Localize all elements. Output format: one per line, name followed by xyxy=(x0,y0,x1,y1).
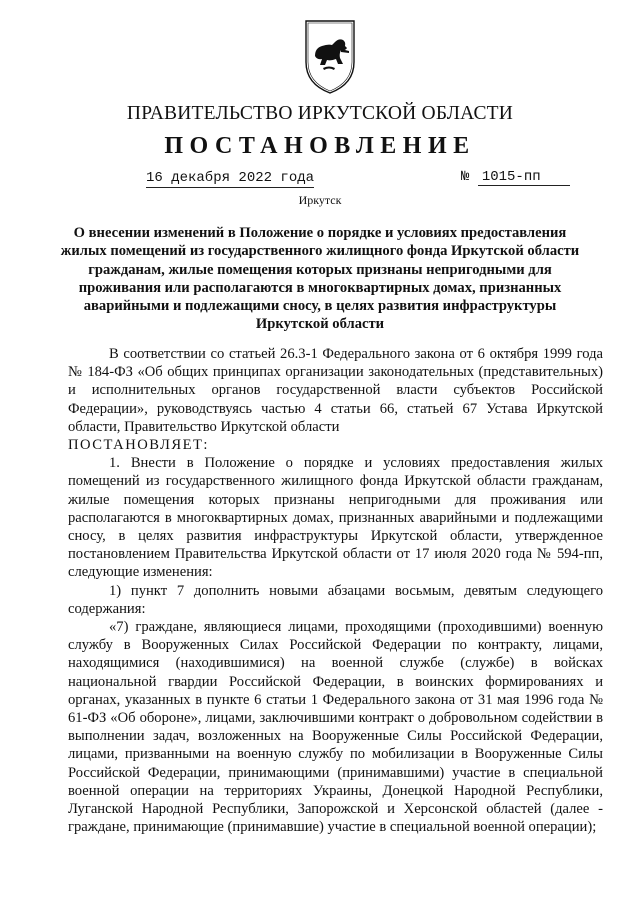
document-body xyxy=(68,345,603,836)
document-number xyxy=(461,169,570,186)
city-name: Иркутск xyxy=(298,193,342,207)
document-title: О внесении изменений в Положение о порядке и условиях предоставления жилых помещений из государственного жилищного фонда Иркутской области гражданам, жилые помещения которых признаны непригодными для проживания или располагаются в многоквартирных домах, признанных аварийными и подлежащими сносу, в целях развития инфраструктуры Иркутской области xyxy=(60,225,580,333)
paragraph-quote-7: «7) граждане, являющиеся лицами, проходящими (проходившими) военную службу в Вооруженных Силах Российской Федерации по контракту, лицами, находящимися (находившимися) на военной службе (службе) в войсках национальной гвардии Российской Федерации, в воинских формированиях и органах, указанных в пункте 6 статьи 1 Федерального закона от 31 мая 1996 года № 61-ФЗ «Об обороне», лицами, заключившими контракт о добровольном содействии в выполнении задач, возложенных на Вооруженные Силы Российской Федерации, лицами, призванными на военную службу по мобилизации в Вооруженные Силы Российской Федерации, принимающими (принимавшими) участие в специальной военной операции на территориях Украины, Донецкой Народной Республики, Луганской Народной Республики, Запорожской и Херсонской областей (далее - граждане, принимающие (принимавшие) участие в специальной военной операции); xyxy=(68,619,603,836)
date-value: 16 декабря 2022 года xyxy=(146,170,315,186)
coat-of-arms-emblem xyxy=(303,18,357,96)
number-prefix: № xyxy=(461,169,470,185)
paragraph-subitem-1: 1) пункт 7 дополнить новыми абзацами восьмым, девятым следующего содержания: xyxy=(68,582,603,617)
number-value: 1015-пп xyxy=(478,169,570,186)
paragraph-preamble: В соответствии со статьей 26.3-1 Федерального закона от 6 октября 1999 года № 184-ФЗ «Об общих принципах организации законодательных (представительных) и исполнительных органов государственной власти субъектов Российской Федерации», руководствуясь частью 4 статьи 66, статьей 67 Устава Иркутской области, Правительство Иркутской области xyxy=(68,346,603,435)
organization-name: ПРАВИТЕЛЬСТВО ИРКУТСКОЙ ОБЛАСТИ xyxy=(126,103,514,124)
document-type: ПОСТАНОВЛЕНИЕ xyxy=(164,133,476,159)
paragraph-item-1: 1. Внести в Положение о порядке и условиях предоставления жилых помещений из государственного жилищного фонда Иркутской области гражданам, жилые помещения которых признаны непригодными для проживания или располагаются в многоквартирных домах, признанных аварийными и подлежащими сносу, в целях развития инфраструктуры Иркутской области, утвержденное постановлением Правительства Иркутской области от 17 июля 2020 года № 594-пп, следующие изменения: xyxy=(68,455,603,581)
paragraph-resolves: ПОСТАНОВЛЯЕТ: xyxy=(68,437,209,454)
document-date xyxy=(146,170,314,186)
